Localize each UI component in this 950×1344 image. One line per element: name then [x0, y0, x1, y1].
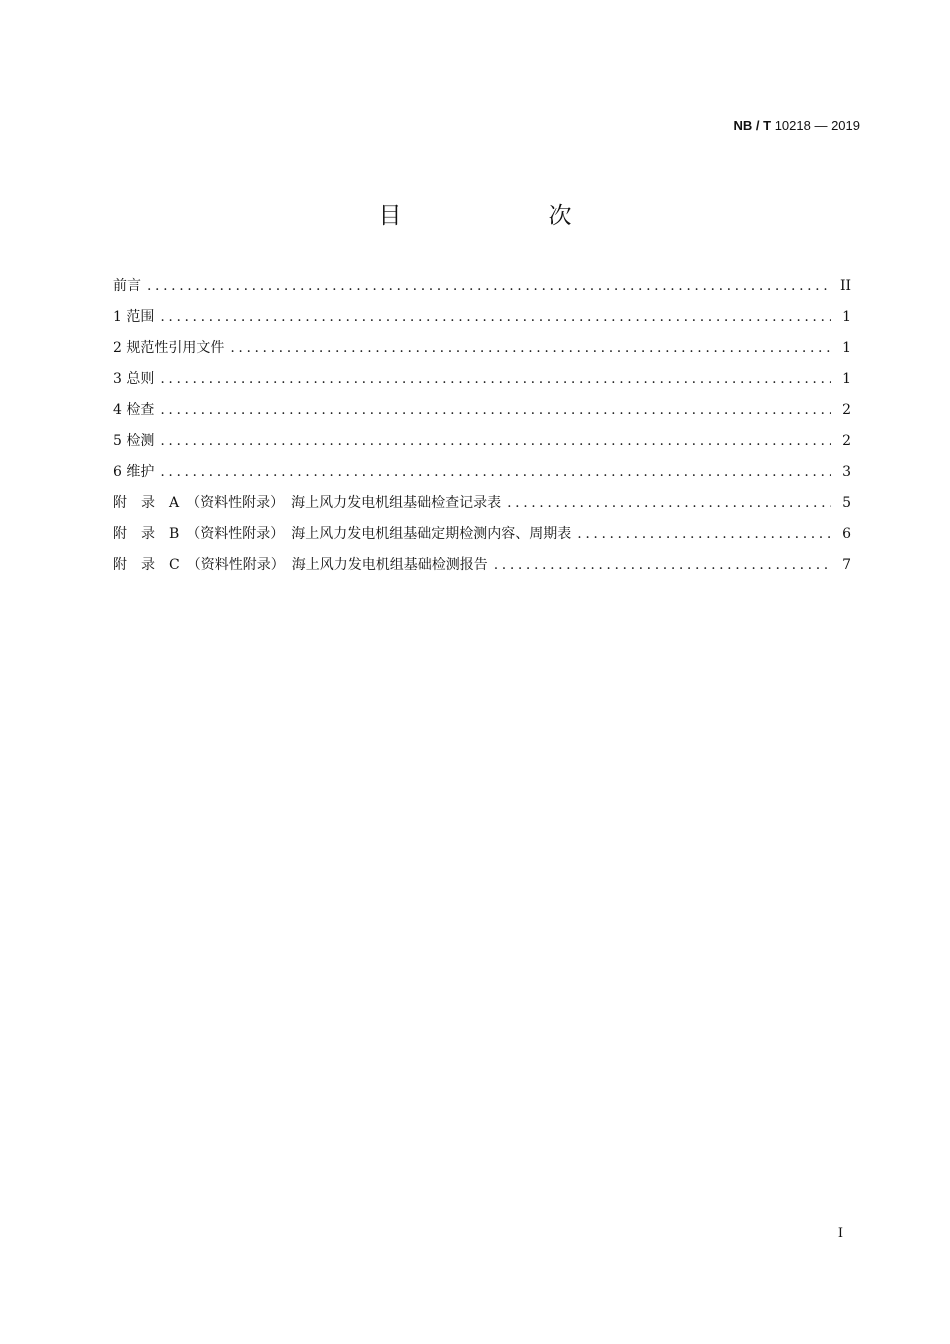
toc-entry[interactable]	[113, 336, 851, 367]
toc-entry-page: 1	[842, 371, 851, 387]
toc-entry-label: 附 录 B （资料性附录） 海上风力发电机组基础定期检测内容、周期表	[113, 526, 572, 542]
toc-entry-label: 4 检查	[113, 402, 155, 418]
toc-entry[interactable]	[113, 491, 851, 522]
toc-entry[interactable]	[113, 553, 851, 584]
toc-leader-dots	[147, 274, 831, 298]
toc-leader-dots	[160, 398, 831, 422]
toc-entry-label: 6 维护	[113, 464, 155, 480]
toc-leader-dots	[507, 491, 831, 515]
toc-entry[interactable]	[113, 429, 851, 460]
toc-entry[interactable]	[113, 522, 851, 553]
toc-entry[interactable]	[113, 274, 851, 305]
toc-entry-label: 附 录 A （资料性附录） 海上风力发电机组基础检查记录表	[113, 495, 502, 511]
toc-entry-page: 1	[842, 340, 851, 356]
toc-entry-label: 1 范围	[113, 309, 155, 325]
toc-entry-page: 3	[842, 464, 851, 480]
toc-entry-page: II	[839, 278, 851, 294]
toc-leader-dots	[160, 367, 831, 391]
toc-leader-dots	[577, 522, 831, 546]
toc-entry[interactable]	[113, 398, 851, 429]
toc-entry[interactable]	[113, 367, 851, 398]
toc-leader-dots	[230, 336, 831, 360]
toc-entry-page: 7	[842, 557, 851, 573]
toc-entry-page: 5	[842, 495, 851, 511]
toc-leader-dots	[494, 553, 831, 577]
toc-entry-label: 前言	[113, 278, 141, 294]
standard-code-prefix: NB / T	[733, 118, 772, 133]
toc-entry-label: 附 录 C （资料性附录） 海上风力发电机组基础检测报告	[113, 557, 488, 573]
table-of-contents	[113, 274, 851, 584]
toc-leader-dots	[160, 305, 831, 329]
standard-code-number: 10218 — 2019	[774, 118, 860, 133]
page-title: 目 次	[378, 203, 634, 229]
toc-entry-page: 2	[842, 433, 851, 449]
toc-entry-page: 6	[842, 526, 851, 542]
toc-entry[interactable]	[113, 460, 851, 491]
standard-code	[734, 118, 860, 133]
toc-entry[interactable]	[113, 305, 851, 336]
toc-entry-page: 2	[842, 402, 851, 418]
toc-entry-label: 3 总则	[113, 371, 155, 387]
toc-entry-page: 1	[842, 309, 851, 325]
page-number: I	[837, 1226, 843, 1241]
toc-entry-label: 2 规范性引用文件	[113, 340, 225, 356]
toc-leader-dots	[160, 429, 831, 453]
toc-leader-dots	[160, 460, 831, 484]
toc-entry-label: 5 检测	[113, 433, 155, 449]
